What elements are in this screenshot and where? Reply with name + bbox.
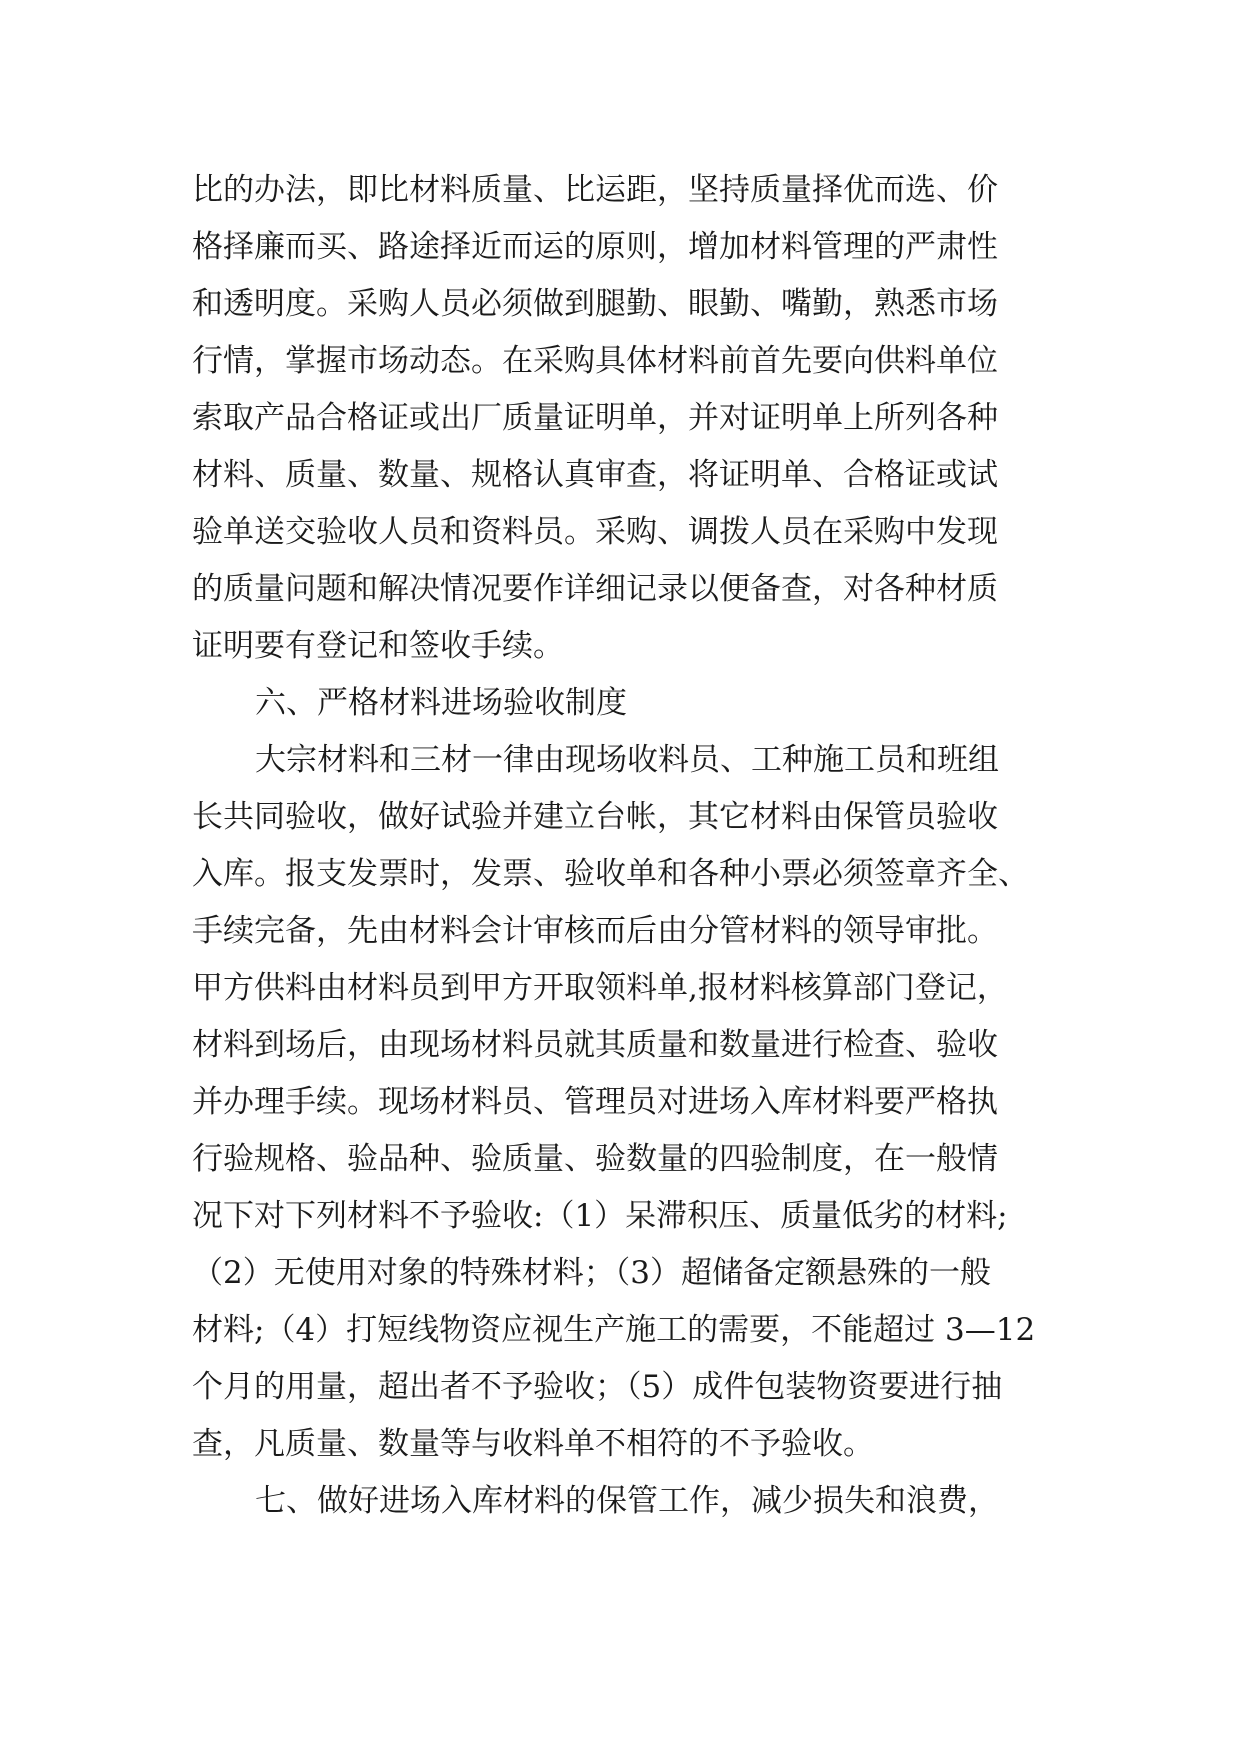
text-line: 行验规格、验品种、验质量、验数量的四验制度，在一般情 [192,1141,998,1177]
text-line: 长共同验收，做好试验并建立台帐，其它材料由保管员验收 [192,799,998,835]
text-line: 比的办法，即比材料质量、比运距，坚持质量择优而选、价 [192,172,998,208]
section-heading: 六、严格材料进场验收制度 [255,685,627,721]
text-line: 材料、质量、数量、规格认真审查，将证明单、合格证或试 [192,457,998,493]
text-line: 手续完备，先由材料会计审核而后由分管材料的领导审批。 [192,913,998,949]
text-line: 甲方供料由材料员到甲方开取领料单,报材料核算部门登记， [192,970,1008,1006]
text-line: 格择廉而买、路途择近而运的原则，增加材料管理的严肃性 [192,229,998,265]
text-line: 况下对下列材料不予验收:（1）呆滞积压、质量低劣的材料; [192,1198,1008,1234]
text-line: 材料;（4）打短线物资应视生产施工的需要，不能超过 3—12 [192,1312,1036,1348]
text-line: 入库。报支发票时，发票、验收单和各种小票必须签章齐全、 [192,856,1029,892]
text-line: 个月的用量，超出者不予验收；（5）成件包装物资要进行抽 [192,1369,1003,1405]
section-heading: 七、做好进场入库材料的保管工作，减少损失和浪费， [255,1483,999,1519]
text-line: 和透明度。采购人员必须做到腿勤、眼勤、嘴勤，熟悉市场 [192,286,998,322]
text-line: 材料到场后，由现场材料员就其质量和数量进行检查、验收 [192,1027,998,1063]
text-line: 并办理手续。现场材料员、管理员对进场入库材料要严格执 [192,1084,998,1120]
text-line: 的质量问题和解决情况要作详细记录以便备查，对各种材质 [192,571,998,607]
text-line: 行情，掌握市场动态。在采购具体材料前首先要向供料单位 [192,343,998,379]
text-line: 索取产品合格证或出厂质量证明单，并对证明单上所列各种 [192,400,998,436]
text-line: 查，凡质量、数量等与收料单不相符的不予验收。 [192,1426,874,1462]
text-line: 证明要有登记和签收手续。 [192,628,564,664]
text-line: 大宗材料和三材一律由现场收料员、工种施工员和班组 [255,742,999,778]
text-line: 验单送交验收人员和资料员。采购、调拨人员在采购中发现 [192,514,998,550]
text-line: （2）无使用对象的特殊材料；（3）超储备定额悬殊的一般 [192,1255,991,1291]
